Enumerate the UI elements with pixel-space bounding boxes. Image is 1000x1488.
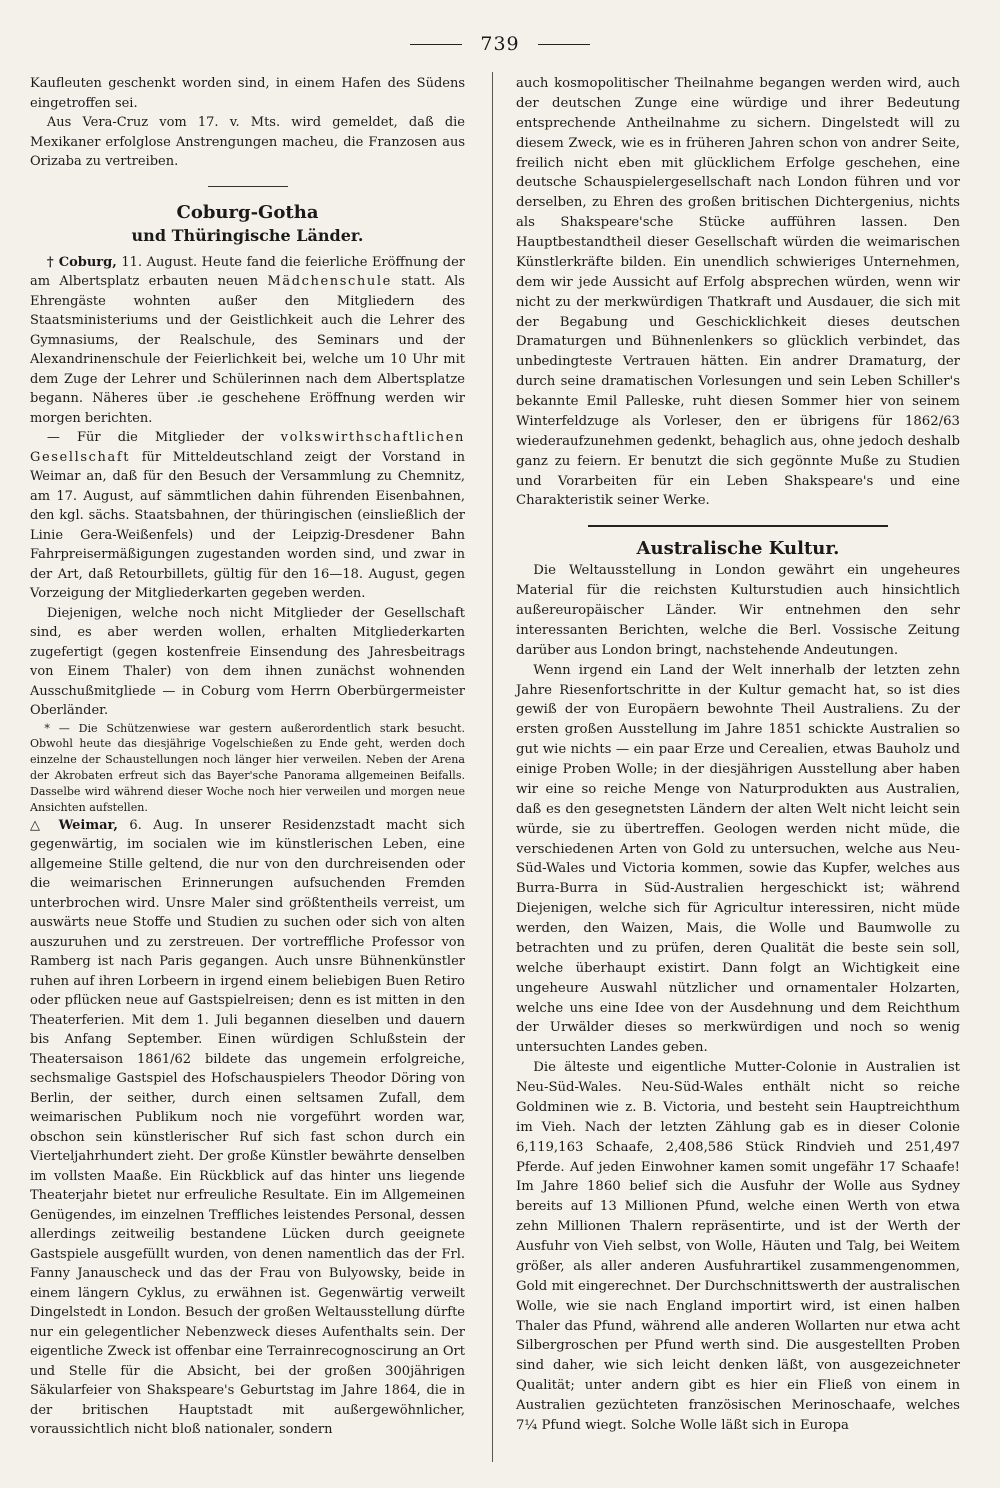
dagger-mark: † xyxy=(46,254,55,270)
coburg-article xyxy=(30,253,465,429)
paragraph: auch kosmopolitischer Theilnahme begangen werden wird, auch der deutschen Zunge eine würdige und ihrer Bedeutung entsprechende Antheilnahme zu sichern. Dingelstedt will zu diesem Zweck, wie es in früheren Jahren schon von andrer Seite, freilich nicht eben mit glücklichem Erfolge geschehen, eine deutsche Schauspielergesellschaft nach London führen und vor derselben, zu Ehren des großen britischen Dichtergenius, nichts als Shakspeare'sche Stücke aufführen lassen. Den Hauptbestandtheil dieser Gesellschaft würden die weimarischen Künstlerkräfte bilden. Ein unendlich schwieriges Unternehmen, dem wir jede Aussicht auf Erfolg absprechen würden, wenn wir nicht zu der merkwürdigen Thatkraft und Ausdauer, die sich mit der Begabung und Geschicklichkeit dieses deutschen Dramaturgen und Bühnenlenkers so glücklich verbindet, das unbedingteste Vertrauen hätten. Ein andrer Dramaturg, der durch seine dramatischen Vorlesungen und sein Leben Schiller's bekannte Emil Palleske, ruht diesen Sommer hier von seinem Winterfeldzuge als Vorleser, den er übrigens für 1862/63 wiederaufzunehmen gedenkt, behaglich aus, ohne jedoch deshalb ganz zu feiern. Er benutzt die sich gegönnte Muße zu Studien und Vorarbeiten für ein Leben Shakspeare's und eine Charakteristik seiner Werke. xyxy=(516,76,960,509)
left-column xyxy=(30,74,465,1440)
section-subtitle: und Thüringische Länder. xyxy=(131,225,364,245)
small-note: * — Die Schützenwiese war gestern außerordentlich stark besucht. Obwohl heute das diesjährige Vogelschießen zu Ende geht, werden doch einzelne der Schaustellungen noch länger hier verweilen. Neben der Arena der Akrobaten erfreut sich das Bayer'sche Panorama allgemeinen Beifalls. Dasselbe wird während dieser Woche noch hier verweilen und morgen neue Ansichten aufstellen. xyxy=(30,721,465,814)
paragraph: Die Weltausstellung in London gewährt ein ungeheures Material für die reichsten Kulturstudien auch hinsichtlich außereuropäischer Länder. Wir entnehmen den sehr interessanten Berichten, welche die Berl. Vossische Zeitung darüber aus London bringt, nachstehende Andeutungen. xyxy=(516,563,960,658)
article-text: für Mitteldeutschland zeigt der Vorstand in Weimar an, daß für den Besuch der Versammlung zu Chemnitz, am 17. August, auf sämmtlichen dahin führenden Eisenbahnen, den kgl. sächs. Staatsbahnen, der thüringischen (einsließlich der Linie Gera-Weißenfels) und der Leipzig-Dresdener Bahn Fahrpreisermäßigungen zugestanden worden sind, und zwar in der Art, daß Retourbillets, gültig für den 16—18. August, gegen Vorzeigung der Mitgliederkarten gegeben werden. xyxy=(30,449,465,601)
section-title: Coburg-Gotha xyxy=(176,201,319,223)
triangle-mark: △ xyxy=(30,817,48,833)
header-rule-left xyxy=(410,44,462,45)
paragraph: Kaufleuten geschenkt worden sind, in einem Hafen des Südens eingetroffen sei. xyxy=(30,76,465,111)
paragraph: Diejenigen, welche noch nicht Mitglieder der Gesellschaft sind, es aber werden wollen, erhalten Mitgliederkarten zugefertigt (gegen kostenfreie Einsendung des Jahresbeitrags von Einem Thaler) von dem ihnen zunächst wohnenden Ausschußmitgliede — in Coburg vom Herrn Oberbürgermeister Oberländer. xyxy=(30,605,465,718)
section-rule xyxy=(588,525,888,527)
page-number: 739 xyxy=(480,33,520,55)
right-column xyxy=(516,74,960,1436)
dateline-place: Coburg, xyxy=(58,254,117,270)
emphasized-text: Mädchenschule xyxy=(267,274,392,289)
weimar-article xyxy=(30,816,465,1440)
paragraph: Die älteste und eigentliche Mutter-Colonie in Australien ist Neu-Süd-Wales. Neu-Süd-Wales enthält nicht so reiche Goldminen wie z. B. Victoria, und besteht sein Hauptreichthum im Vieh. Nach der letzten Zählung gab es in dieser Colonie 6,119,163 Schaafe, 2,408,586 Stück Rindvieh und 251,497 Pferde. Auf jeden Einwohner kamen somit ungefähr 17 Schaafe! Im Jahre 1860 belief sich die Ausfuhr der Wolle aus Sydney bereits auf 13 Millionen Pfund, welche einen Werth von etwa zehn Millionen Thalern repräsentirte, und ist der Werth der Ausfuhr von Vieh selbst, von Wolle, Häuten und Talg, bei Weitem größer, als aller anderen Ausfuhrartikel zusammengenommen, Gold mit eingerechnet. Der Durchschnittswerth der australischen Wolle, wie sie nach England importirt wird, ist einen halben Thaler das Pfund, während alle anderen Wollarten nur etwa acht Silbergroschen per Pfund werth sind. Die ausgestellten Proben sind daher, wie sich leicht denken läßt, von ausgezeichneter Qualität; unter andern gibt es hier ein Fließ von einem in Australien gezüchteten französischen Merinoschaafe, welches 7¼ Pfund wiegt. Solche Wolle läßt sich in Europa xyxy=(516,1060,960,1433)
emphasized-text: volkswirthschaftlichen Gesellschaft xyxy=(30,430,465,465)
dateline-place: Weimar, xyxy=(58,817,118,833)
article-text: statt. Als Ehrengäste wohnten außer den Mitgliedern des Staatsministeriums und der Geistlichkeit auch die Lehrer des Gymnasiums, der Realschule, des Seminars und der Alexandrinenschule der Feierlichkeit bei, welche um 10 Uhr mit dem Zuge der Lehrer und Schülerinnen nach dem Albertsplatze begann. Näheres über .ie geschehene Eröffnung werden wir morgen berichten. xyxy=(30,274,465,426)
article-text: — Für die Mitglieder der xyxy=(46,430,264,445)
page-header xyxy=(0,30,1000,58)
section-title: Australische Kultur. xyxy=(636,538,840,560)
divider-rule xyxy=(208,186,288,187)
header-rule-right xyxy=(538,44,590,45)
paragraph: Wenn irgend ein Land der Welt innerhalb der letzten zehn Jahre Riesenfortschritte in der Kultur gemacht hat, so ist dies gewiß der von Europäern bewohnte Theil Australiens. Zu der ersten großen Ausstellung im Jahre 1851 schickte Australien so gut wie nichts — ein paar Erze und Cerealien, etwas Bauholz und einige Proben Wolle; in der diesjährigen Ausstellung aber haben wir eine so reiche Menge von Naturprodukten aus Australien, daß es den gesegnetsten Ländern der alten Welt nicht leicht sein würde, sie zu übertreffen. Geologen werden nicht müde, die verschiedenen Arten von Gold zu untersuchen, welche aus Neu-Süd-Wales und Victoria kommen, sowie das Kupfer, welches aus Burra-Burra in Süd-Australien hergeschickt ist; während Diejenigen, welche sich für Agricultur interessiren, nicht müde werden, den Waizen, Mais, die Wolle und Baumwolle zu betrachten und zu prüfen, deren Qualität die beste sein soll, welche überhaupt existirt. Dann folgt an Wichtigkeit eine ungeheure Auswahl nützlicher und ornamentaler Holzarten, welche uns eine Idee von der Ausdehnung und dem Reichthum der Urwälder dieses so merkwürdigen und noch so wenig untersuchten Landes geben. xyxy=(516,662,960,1056)
column-divider xyxy=(492,72,493,1462)
paragraph: Aus Vera-Cruz vom 17. v. Mts. wird gemeldet, daß die Mexikaner erfolglose Anstrengungen macheu, die Franzosen aus Orizaba zu vertreiben. xyxy=(30,115,465,169)
society-article xyxy=(30,428,465,604)
article-text: 6. Aug. In unserer Residenzstadt macht sich gegenwärtig, im socialen wie im künstlerischen Leben, eine allgemeine Stille geltend, die nur von den durchreisenden oder die weimarischen Erinnerungen aufsuchenden Fremden unterbrochen wird. Unsre Maler sind größtentheils verreist, um auswärts neue Stoffe und Studien zu suchen oder sich von alten auszuruhen und zu zerstreuen. Der vortreffliche Professor von Ramberg ist nach Paris gegangen. Auch unsre Bühnenkünstler ruhen auf ihren Lorbeern in irgend einem beliebigen Buen Retiro oder pflücken neue auf Gastspielreisen; denn es ist mitten in den Theaterferien. Mit dem 1. Juli begannen dieselben und dauern bis Anfang September. Einen würdigen Schlußstein der Theatersaison 1861/62 bildete das ungemein erfolgreiche, sechsmalige Gastspiel des Hofschauspielers Theodor Döring von Berlin, der seither, durch einen seltsamen Zufall, dem weimarischen Publikum noch nie vorgeführt worden war, obschon sein künstlerischer Ruf sich fast schon durch ein Vierteljahrhundert zieht. Der große Künstler bewährte denselben im vollsten Maaße. Ein Rückblick auf das hinter uns liegende Theaterjahr bietet nur erfreuliche Resultate. Ein im Allgemeinen Genügendes, im einzelnen Treffliches leistendes Personal, dessen allerdings zeitweilig bestandene Lücken durch geeignete Gastspiele ausgefüllt wurden, von denen namentlich das der Frl. Fanny Janauscheck und das der Frau von Bulyowsky, beide in einem längern Cyklus, zu erwähnen ist. Gegenwärtig verweilt Dingelstedt in London. Besuch der großen Weltausstellung dürfte nur ein gelegentlicher Nebenzweck dieses Aufenthalts sein. Der eigentliche Zweck ist offenbar eine Terrainrecognoscirung an Ort und Stelle für die Absicht, bei der großen 300jährigen Säkularfeier von Shakspeare's Geburtstag im Jahre 1864, die in der britischen Hauptstadt mit außergewöhnlicher, voraussichtlich nicht bloß nationaler, sondern xyxy=(30,817,465,1438)
article-text: 11. August. Heute fand die feierliche Eröffnung der am Albertsplatz erbauten neuen xyxy=(30,254,465,289)
